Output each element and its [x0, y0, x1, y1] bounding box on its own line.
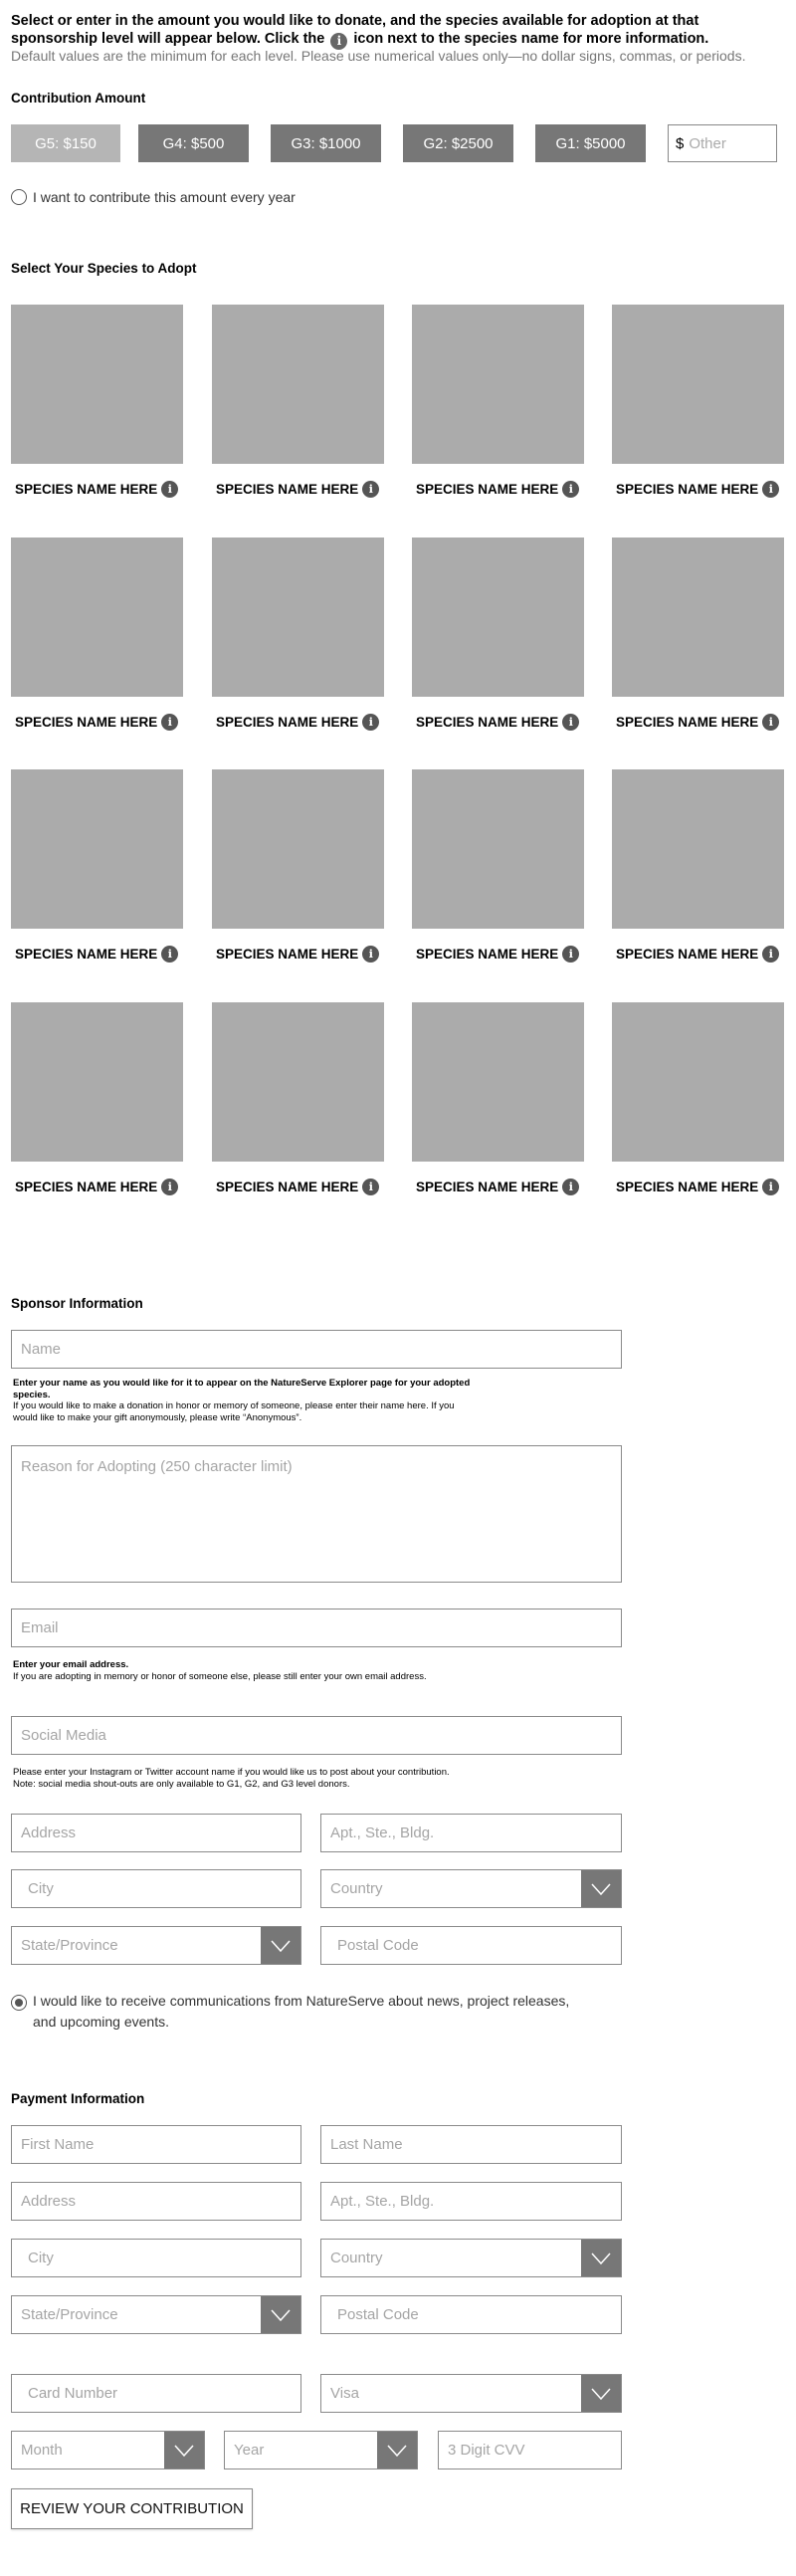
species-name	[15, 946, 178, 963]
species-image[interactable]	[412, 305, 584, 464]
info-icon[interactable]: i	[562, 1179, 579, 1195]
species-name	[216, 946, 379, 963]
species-name-text: SPECIES NAME HERE	[216, 482, 359, 497]
species-image[interactable]	[412, 1002, 584, 1162]
email-help-bold: Enter your email address.	[13, 1659, 129, 1670]
info-icon[interactable]: i	[562, 946, 579, 963]
species-name-text: SPECIES NAME HERE	[15, 947, 158, 962]
species-image[interactable]	[612, 537, 784, 697]
chevron-down-icon[interactable]	[581, 2240, 621, 2276]
reason-textarea[interactable]	[12, 1446, 621, 1582]
month-select[interactable]	[11, 2431, 205, 2469]
species-name	[216, 1179, 379, 1195]
species-name	[15, 481, 178, 498]
info-icon[interactable]: i	[161, 481, 178, 498]
species-name-text: SPECIES NAME HERE	[616, 1180, 759, 1194]
first-name-input[interactable]	[12, 2126, 300, 2163]
species-name-text: SPECIES NAME HERE	[216, 947, 359, 962]
email-help-body: If you are adopting in memory or honor of someone else, please still enter your own email address.	[13, 1670, 427, 1682]
sponsor-state-label: State/Province	[21, 1937, 118, 1954]
species-name	[15, 1179, 178, 1195]
species-name	[416, 1179, 579, 1195]
payment-apt-input[interactable]	[321, 2183, 621, 2220]
sponsor-postal-input[interactable]	[321, 1927, 621, 1964]
social-media-field[interactable]	[11, 1716, 622, 1755]
recurring-label: I want to contribute this amount every year	[33, 189, 296, 205]
payment-address-field[interactable]	[11, 2182, 301, 2221]
year-label: Year	[234, 2442, 265, 2459]
payment-state-label: State/Province	[21, 2306, 118, 2323]
species-name	[616, 714, 779, 731]
last-name-input[interactable]	[321, 2126, 621, 2163]
sponsor-address-field[interactable]	[11, 1814, 301, 1852]
sponsor-city-field[interactable]	[11, 1869, 301, 1908]
payment-state-select[interactable]	[11, 2295, 301, 2334]
chevron-down-icon[interactable]	[581, 1870, 621, 1907]
info-icon[interactable]: i	[762, 714, 779, 731]
level-g5-button[interactable]: G5: $150	[11, 124, 120, 162]
sponsor-postal-field[interactable]	[320, 1926, 622, 1965]
species-image[interactable]	[412, 769, 584, 929]
species-image[interactable]	[612, 305, 784, 464]
chevron-down-icon[interactable]	[261, 2296, 300, 2333]
species-image[interactable]	[212, 769, 384, 929]
species-name	[416, 946, 579, 963]
payment-city-field[interactable]	[11, 2239, 301, 2277]
sponsor-city-input[interactable]	[12, 1870, 300, 1907]
contribution-title: Contribution Amount	[11, 91, 146, 106]
comms-label: I would like to receive communications from NatureServe about news, project releases, and upcoming events.	[33, 1993, 570, 2030]
species-name-text: SPECIES NAME HERE	[416, 947, 559, 962]
intro-text	[11, 12, 787, 50]
info-icon[interactable]: i	[362, 714, 379, 731]
info-icon[interactable]: i	[562, 714, 579, 731]
sponsor-apt-field[interactable]	[320, 1814, 622, 1852]
species-name	[616, 946, 779, 963]
species-name-text: SPECIES NAME HERE	[616, 947, 759, 962]
first-name-field[interactable]	[11, 2125, 301, 2164]
month-label: Month	[21, 2442, 63, 2459]
card-type-select[interactable]	[320, 2374, 622, 2413]
cvv-field[interactable]	[438, 2431, 622, 2469]
level-g1-button[interactable]: G1: $5000	[535, 124, 646, 162]
info-icon[interactable]: i	[362, 1179, 379, 1195]
species-name	[416, 714, 579, 731]
species-name	[15, 714, 178, 731]
species-title: Select Your Species to Adopt	[11, 261, 197, 276]
sponsor-title: Sponsor Information	[11, 1296, 143, 1311]
sponsor-apt-input[interactable]	[321, 1815, 621, 1851]
chevron-down-icon[interactable]	[261, 1927, 300, 1964]
chevron-down-icon[interactable]	[581, 2375, 621, 2412]
chevron-down-icon[interactable]	[164, 2432, 204, 2469]
level-g2-button[interactable]: G2: $2500	[403, 124, 513, 162]
info-icon[interactable]: i	[161, 946, 178, 963]
species-image[interactable]	[11, 1002, 183, 1162]
intro-line-after: icon next to the species name for more information.	[353, 31, 709, 47]
species-name-text: SPECIES NAME HERE	[616, 482, 759, 497]
comms-radio[interactable]	[11, 1995, 27, 2011]
species-image[interactable]	[212, 537, 384, 697]
name-help-body: If you would like to make a donation in honor or memory of someone, please enter their name here. If you would like to make your gift anonymously, please write “Anonymous”.	[13, 1400, 455, 1423]
other-amount-field[interactable]	[668, 124, 777, 162]
info-icon[interactable]: i	[562, 481, 579, 498]
sponsor-state-select[interactable]	[11, 1926, 301, 1965]
payment-title: Payment Information	[11, 2091, 145, 2106]
card-number-input[interactable]	[12, 2375, 300, 2412]
species-image[interactable]	[11, 305, 183, 464]
species-name-text: SPECIES NAME HERE	[416, 482, 559, 497]
payment-country-label: Country	[330, 2250, 383, 2266]
species-name-text: SPECIES NAME HERE	[216, 715, 359, 730]
payment-city-input[interactable]	[12, 2240, 300, 2276]
year-select[interactable]	[224, 2431, 418, 2469]
reason-field[interactable]	[11, 1445, 622, 1583]
sponsor-email-field[interactable]	[11, 1609, 622, 1647]
payment-country-select[interactable]	[320, 2239, 622, 2277]
chevron-down-icon[interactable]	[377, 2432, 417, 2469]
species-image[interactable]	[612, 1002, 784, 1162]
info-icon[interactable]: i	[161, 1179, 178, 1195]
payment-postal-field[interactable]	[320, 2295, 622, 2334]
species-image[interactable]	[11, 769, 183, 929]
species-name	[616, 1179, 779, 1195]
species-name-text: SPECIES NAME HERE	[416, 1180, 559, 1194]
currency-symbol: $	[676, 134, 685, 152]
sponsor-email-input[interactable]	[12, 1610, 621, 1646]
species-image[interactable]	[212, 305, 384, 464]
info-icon[interactable]: i	[762, 946, 779, 963]
cvv-input[interactable]	[439, 2432, 621, 2469]
species-image[interactable]	[612, 769, 784, 929]
sponsor-address-input[interactable]	[12, 1815, 300, 1851]
species-name	[216, 714, 379, 731]
info-icon[interactable]: i	[762, 481, 779, 498]
card-number-field[interactable]	[11, 2374, 301, 2413]
species-name	[216, 481, 379, 498]
social-media-input[interactable]	[12, 1717, 621, 1754]
name-help-text	[13, 1378, 471, 1423]
species-name-text: SPECIES NAME HERE	[15, 1180, 158, 1194]
info-icon[interactable]: i	[161, 714, 178, 731]
payment-address-input[interactable]	[12, 2183, 300, 2220]
name-help-bold: Enter your name as you would like for it to appear on the NatureServe Explorer page for your adopted species.	[13, 1378, 471, 1400]
species-name-text: SPECIES NAME HERE	[616, 715, 759, 730]
species-name-text: SPECIES NAME HERE	[15, 482, 158, 497]
species-image[interactable]	[212, 1002, 384, 1162]
species-name-text: SPECIES NAME HERE	[15, 715, 158, 730]
info-icon: i	[330, 33, 347, 50]
sponsor-country-label: Country	[330, 1880, 383, 1897]
card-type-label: Visa	[330, 2385, 359, 2402]
info-icon[interactable]: i	[362, 481, 379, 498]
species-name	[616, 481, 779, 498]
level-g3-button[interactable]: G3: $1000	[271, 124, 381, 162]
last-name-field[interactable]	[320, 2125, 622, 2164]
sponsor-name-input[interactable]	[12, 1331, 621, 1368]
level-g4-button[interactable]: G4: $500	[138, 124, 249, 162]
payment-apt-field[interactable]	[320, 2182, 622, 2221]
review-contribution-button[interactable]: REVIEW YOUR CONTRIBUTION	[11, 2488, 253, 2529]
intro-note: Default values are the minimum for each level. Please use numerical values only—no dollar signs, commas, or periods.	[11, 48, 746, 64]
species-name-text: SPECIES NAME HERE	[416, 715, 559, 730]
species-name	[416, 481, 579, 498]
payment-postal-input[interactable]	[321, 2296, 621, 2333]
sponsor-name-field[interactable]	[11, 1330, 622, 1369]
species-image[interactable]	[11, 537, 183, 697]
info-icon[interactable]: i	[362, 946, 379, 963]
sponsor-country-select[interactable]	[320, 1869, 622, 1908]
other-amount-input[interactable]	[689, 135, 768, 152]
info-icon[interactable]: i	[762, 1179, 779, 1195]
intro-line-before: Select or enter in the amount you would like to donate, and the species available for adoption at that sponsorship level will appear below. Click the	[11, 13, 699, 47]
recurring-radio[interactable]	[11, 189, 27, 205]
email-help-text	[13, 1659, 510, 1682]
social-help-text: Please enter your Instagram or Twitter account name if you would like us to post about your contribution. Note: social media shout-outs are only available to G1, G2, and G3 level donors.	[13, 1767, 450, 1790]
species-name-text: SPECIES NAME HERE	[216, 1180, 359, 1194]
species-image[interactable]	[412, 537, 584, 697]
